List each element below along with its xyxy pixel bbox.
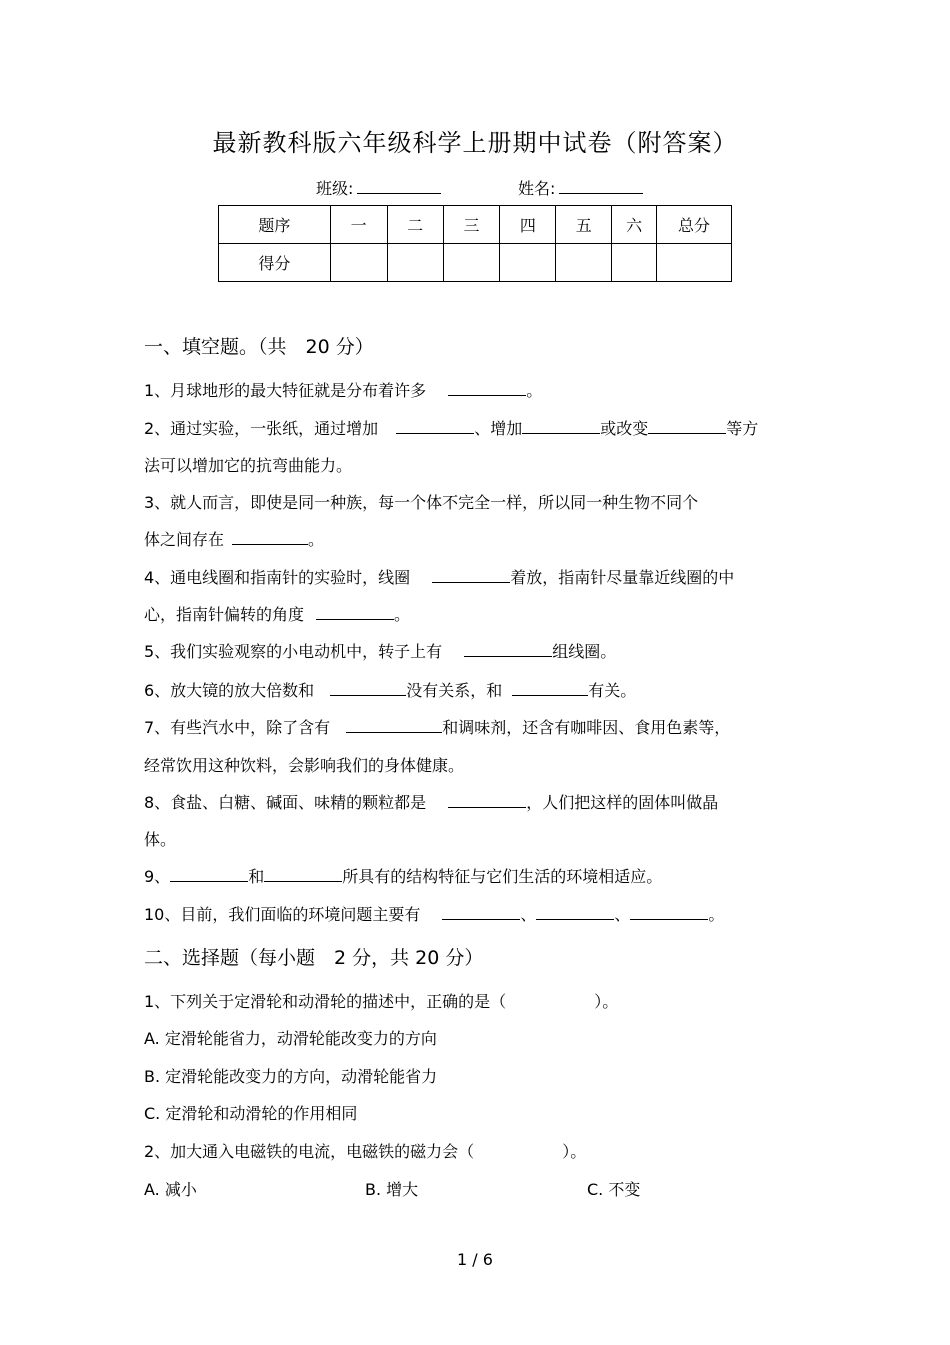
q4-blank-2[interactable] xyxy=(316,605,394,620)
q1-end: 。 xyxy=(526,381,543,400)
header-cell: 一 xyxy=(330,206,387,244)
question-8-cont: 体。 xyxy=(144,830,177,849)
q6-text: 6、放大镜的放大倍数和 xyxy=(144,681,315,700)
score-cell[interactable] xyxy=(500,244,556,282)
question-5 xyxy=(144,639,616,662)
q8-text: 8、食盐、白糖、碱面、味精的颗粒都是 xyxy=(144,793,427,812)
q8-text-b: ，人们把这样的固体叫做晶 xyxy=(526,793,719,812)
score-table-header-row xyxy=(219,206,732,244)
question-2-cont: 法可以增加它的抗弯曲能力。 xyxy=(144,456,353,475)
q4-blank-1[interactable] xyxy=(432,568,510,583)
class-label: 班级: xyxy=(316,179,354,198)
mc1-option-a: A. 定滑轮能省力，动滑轮能改变力的方向 xyxy=(144,1029,437,1048)
exam-title: 最新教科版六年级科学上册期中试卷（附答案） xyxy=(212,129,738,157)
mc2-stem: 2、加大通入电磁铁的电流，电磁铁的磁力会（ xyxy=(144,1142,475,1161)
q4-text-c: 心，指南针偏转的角度 xyxy=(144,605,305,624)
q3-blank[interactable] xyxy=(232,530,308,545)
header-cell: 二 xyxy=(387,206,443,244)
q9-end: 所具有的结构特征与它们生活的环境相适应。 xyxy=(342,867,663,886)
mc1-stem-end: ）。 xyxy=(594,992,619,1011)
q2-text-d: 等方 xyxy=(726,419,759,438)
question-7 xyxy=(144,715,730,738)
mc1-option-c: C. 定滑轮和动滑轮的作用相同 xyxy=(144,1104,358,1123)
question-10 xyxy=(144,902,724,925)
q4-text: 4、通电线圈和指南针的实验时，线圈 xyxy=(144,568,411,587)
score-cell[interactable] xyxy=(612,244,657,282)
question-9 xyxy=(144,864,662,887)
q10-sep-2: 、 xyxy=(614,905,631,924)
q6-text-b: 没有关系，和 xyxy=(406,681,503,700)
q9-blank-1[interactable] xyxy=(170,867,248,882)
name-field xyxy=(518,176,643,199)
question-3: 3、就人而言，即使是同一种族，每一个体不完全一样，所以同一种生物不同个 xyxy=(144,493,699,512)
mc2-option-b: B. 增大 xyxy=(365,1180,419,1199)
q4-end: 。 xyxy=(394,605,411,624)
mc1-option-b: B. 定滑轮能改变力的方向，动滑轮能省力 xyxy=(144,1067,438,1086)
score-cell[interactable] xyxy=(443,244,500,282)
score-cell[interactable] xyxy=(657,244,732,282)
question-1 xyxy=(144,378,542,401)
q2-text-b: 、增加 xyxy=(474,419,523,438)
mc2-stem-end: ）。 xyxy=(562,1142,587,1161)
class-field xyxy=(316,176,441,199)
q7-blank[interactable] xyxy=(346,718,442,733)
page-number: 1 / 6 xyxy=(457,1250,493,1269)
q5-blank[interactable] xyxy=(464,642,552,657)
row-label: 得分 xyxy=(219,244,331,282)
class-blank[interactable] xyxy=(357,179,441,194)
q3-end: 。 xyxy=(308,530,325,549)
q1-text: 1、月球地形的最大特征就是分布着许多 xyxy=(144,381,427,400)
mc2-option-a: A. 减小 xyxy=(144,1180,197,1199)
q6-blank-2[interactable] xyxy=(512,681,588,696)
q2-blank-2[interactable] xyxy=(522,419,600,434)
question-4-cont xyxy=(144,602,410,625)
q2-blank-3[interactable] xyxy=(648,419,726,434)
q10-sep-1: 、 xyxy=(520,905,537,924)
q5-text: 5、我们实验观察的小电动机中，转子上有 xyxy=(144,642,443,661)
q10-end: 。 xyxy=(708,905,725,924)
q2-text: 2、通过实验，一张纸，通过增加 xyxy=(144,419,379,438)
q9-text: 9、 xyxy=(144,867,171,886)
header-cell: 六 xyxy=(612,206,657,244)
question-8 xyxy=(144,790,718,813)
q10-text: 10、目前，我们面临的环境问题主要有 xyxy=(144,905,421,924)
section2-title: 二、选择题（每小题 2 分，共 20 分） xyxy=(144,947,484,969)
score-table xyxy=(218,205,732,282)
score-cell[interactable] xyxy=(330,244,387,282)
score-table-score-row xyxy=(219,244,732,282)
name-label: 姓名: xyxy=(518,179,556,198)
q10-blank-1[interactable] xyxy=(442,905,520,920)
q1-blank[interactable] xyxy=(448,381,526,396)
header-cell: 总分 xyxy=(657,206,732,244)
q7-text: 7、有些汽水中，除了含有 xyxy=(144,718,331,737)
mc2-option-c: C. 不变 xyxy=(587,1180,641,1199)
header-cell: 五 xyxy=(556,206,612,244)
section1-title: 一、填空题。（共 20 分） xyxy=(144,336,374,358)
q4-text-b: 着放，指南针尽量靠近线圈的中 xyxy=(510,568,735,587)
q10-blank-2[interactable] xyxy=(536,905,614,920)
q2-blank-1[interactable] xyxy=(396,419,474,434)
q2-text-c: 或改变 xyxy=(600,419,649,438)
name-blank[interactable] xyxy=(559,179,643,194)
mc-question-2 xyxy=(144,1139,586,1162)
q9-text-b: 和 xyxy=(248,867,265,886)
question-7-cont: 经常饮用这种饮料，会影响我们的身体健康。 xyxy=(144,756,465,775)
q6-blank-1[interactable] xyxy=(330,681,406,696)
question-3-cont xyxy=(144,527,324,550)
question-6 xyxy=(144,678,636,701)
q3-text-b: 体之间存在 xyxy=(144,530,225,549)
q9-blank-2[interactable] xyxy=(264,867,342,882)
question-2 xyxy=(144,416,758,439)
header-cell: 题序 xyxy=(219,206,331,244)
q8-blank[interactable] xyxy=(448,793,526,808)
q5-end: 组线圈。 xyxy=(552,642,617,661)
question-4 xyxy=(144,565,734,588)
mc1-stem: 1、下列关于定滑轮和动滑轮的描述中，正确的是（ xyxy=(144,992,507,1011)
q10-blank-3[interactable] xyxy=(630,905,708,920)
q6-end: 有关。 xyxy=(588,681,637,700)
score-cell[interactable] xyxy=(556,244,612,282)
mc-question-1 xyxy=(144,989,618,1012)
q7-text-b: 和调味剂，还含有咖啡因、食用色素等， xyxy=(442,718,731,737)
header-cell: 四 xyxy=(500,206,556,244)
header-cell: 三 xyxy=(443,206,500,244)
score-cell[interactable] xyxy=(387,244,443,282)
